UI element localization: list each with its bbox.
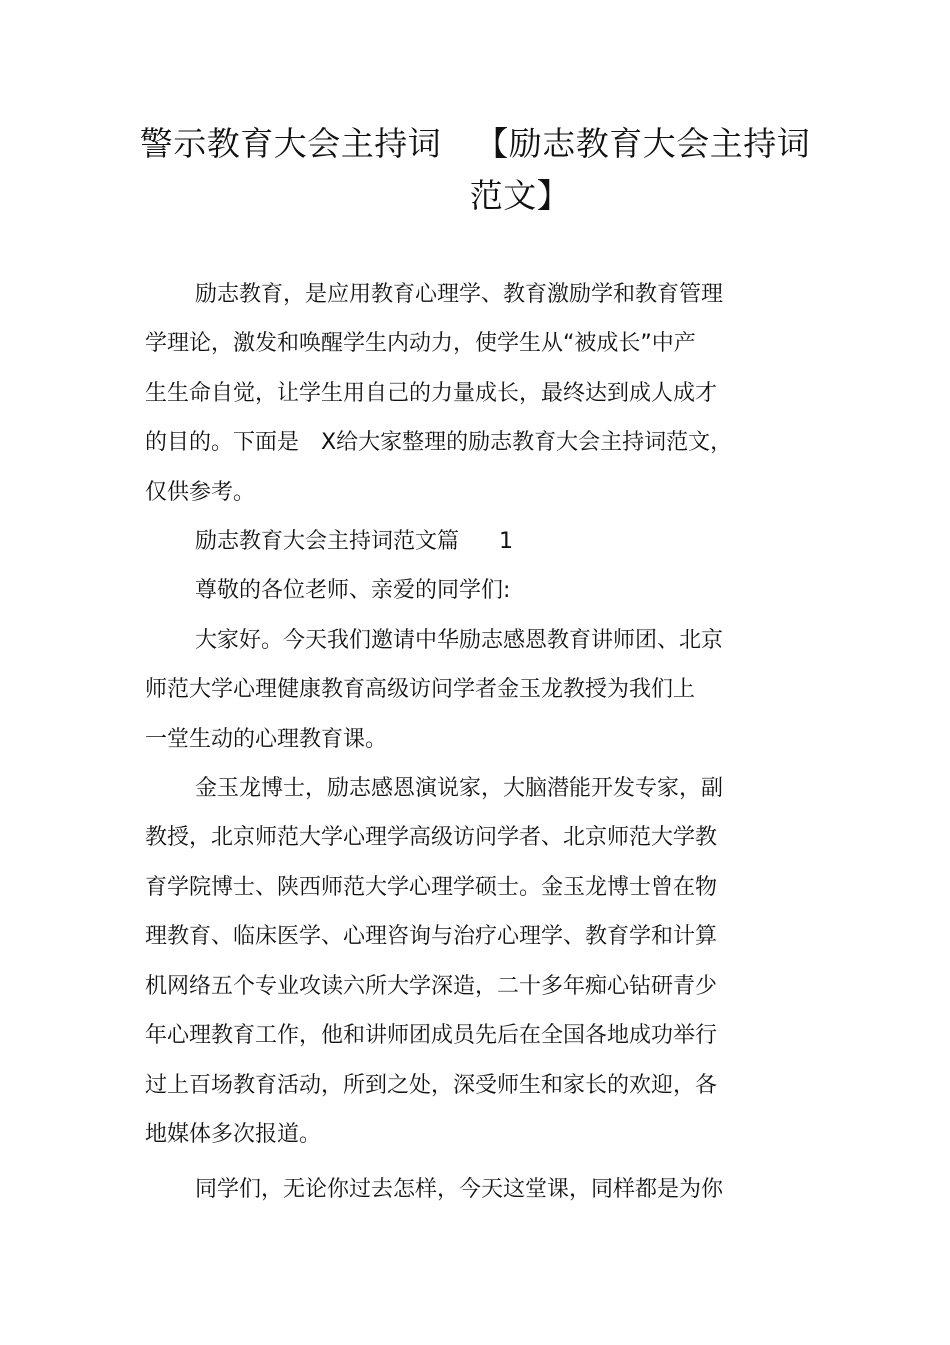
para1-line-1: 大家好。今天我们邀请中华励志感恩教育讲师团、北京 <box>195 627 724 653</box>
title-part-2: 【励志教育大会主持词 <box>475 124 811 163</box>
title-part-3: 范文】 <box>469 176 571 215</box>
intro-paragraph-cont <box>145 319 755 517</box>
section-number: 1 <box>499 529 514 555</box>
intro-line-4a: 的目的。下面是 <box>145 430 300 456</box>
para2-line-7: 过上百场教育活动，所到之处，深受师生和家长的欢迎，各 <box>145 1072 718 1098</box>
section-heading <box>145 517 755 566</box>
para2-line-5: 机网络五个专业攻读六所大学深造，二十多年痴心钻研青少 <box>145 973 718 999</box>
para1-line-2: 师范大学心理健康教育高级访问学者金玉龙教授为我们上 <box>145 677 696 703</box>
para2-line-2: 教授，北京师范大学心理学高级访问学者、北京师范大学教 <box>145 825 718 851</box>
greeting-text: 尊敬的各位老师、亲爱的同学们: <box>195 578 511 604</box>
document-body <box>145 270 755 1215</box>
intro-line-5: 仅供参考。 <box>145 479 256 505</box>
paragraph-1-cont <box>145 665 755 764</box>
title-part-1: 警示教育大会主持词 <box>139 124 442 163</box>
intro-line-1: 励志教育，是应用教育心理学、教育激励学和教育管理 <box>195 282 724 307</box>
para3-line-1: 同学们，无论你过去怎样，今天这堂课，同样都是为你 <box>195 1177 724 1203</box>
greeting <box>145 566 755 615</box>
intro-paragraph <box>145 270 755 319</box>
para2-line-3: 育学院博士、陕西师范大学心理学硕士。金玉龙博士曾在物 <box>145 874 718 900</box>
paragraph-1 <box>145 616 755 665</box>
intro-line-3: 生生命自觉，让学生用自己的力量成长，最终达到成人成才 <box>145 380 718 406</box>
paragraph-3 <box>145 1165 755 1214</box>
intro-line-2: 学理论，激发和唤醒学生内动力，使学生从“被成长”中产 <box>145 331 696 357</box>
para2-line-8: 地媒体多次报道。 <box>145 1121 322 1147</box>
paragraph-2 <box>145 764 755 813</box>
para2-line-6: 年心理教育工作，他和讲师团成员先后在全国各地成功举行 <box>145 1023 718 1049</box>
para2-line-4: 理教育、临床医学、心理咨询与治疗心理学、教育学和计算 <box>145 924 718 950</box>
para2-line-1: 金玉龙博士，励志感恩演说家，大脑潜能开发专家，副 <box>195 776 724 802</box>
intro-line-4b: X给大家整理的励志教育大会主持词范文， <box>321 430 733 456</box>
para1-line-3: 一堂生动的心理教育课。 <box>145 726 388 752</box>
intro-line-4 <box>145 418 755 467</box>
paragraph-2-cont <box>145 813 755 1159</box>
document-title <box>110 118 840 222</box>
section-heading-text: 励志教育大会主持词范文篇 <box>195 529 460 555</box>
